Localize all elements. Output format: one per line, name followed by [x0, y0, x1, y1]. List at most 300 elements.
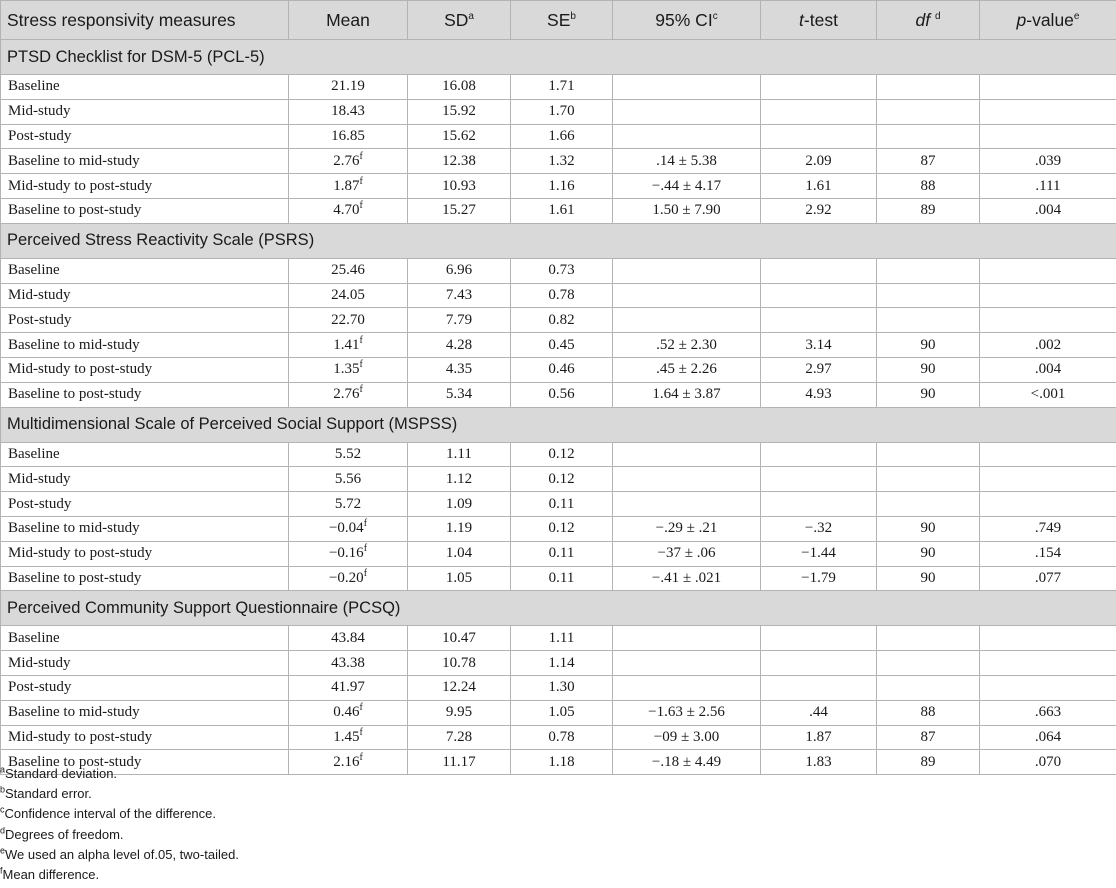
- footnote-marker: f: [363, 567, 368, 579]
- cell-mean: [289, 442, 408, 467]
- cell-ci: [613, 492, 761, 517]
- cell-mean: [289, 124, 408, 149]
- footnote: [0, 865, 1110, 885]
- cell-t: [761, 99, 877, 124]
- footnote-text: Standard deviation.: [5, 766, 118, 781]
- cell-p: [980, 149, 1116, 174]
- cell-sd: [408, 333, 511, 358]
- cell-value: 1.11: [548, 629, 575, 646]
- cell-value: 0.12: [548, 445, 575, 462]
- cell-value: −.18 ± 4.49: [651, 753, 722, 770]
- cell-sd: [408, 357, 511, 382]
- cell-value: 1.30: [548, 679, 575, 696]
- footnote: [0, 764, 1110, 784]
- cell-t: [761, 700, 877, 725]
- cell-se: [511, 174, 613, 199]
- cell-sd: [408, 75, 511, 100]
- cell-value: −0.20: [328, 569, 364, 586]
- table-row: [1, 174, 1116, 199]
- cell-ci: [613, 333, 761, 358]
- row-label: Baseline: [1, 75, 289, 100]
- cell-value: 1.04: [445, 545, 473, 562]
- cell-value: 0.11: [548, 545, 575, 562]
- cell-p: [980, 467, 1116, 492]
- cell-value: 1.16: [548, 177, 575, 194]
- cell-value: 0.46: [548, 361, 575, 378]
- cell-value: −1.44: [801, 545, 836, 562]
- cell-se: [511, 283, 613, 308]
- cell-value: .002: [1034, 336, 1062, 353]
- cell-se: [511, 725, 613, 750]
- cell-value: .111: [1035, 177, 1061, 194]
- section-title: Multidimensional Scale of Perceived Social Support (MSPSS): [1, 407, 1116, 442]
- table-row: [1, 700, 1116, 725]
- cell-sd: [408, 149, 511, 174]
- table-row: [1, 124, 1116, 149]
- cell-value: 90: [920, 361, 936, 378]
- cell-value: 90: [920, 520, 936, 537]
- cell-ci: [613, 258, 761, 283]
- cell-value: −.29 ± .21: [655, 520, 718, 537]
- cell-mean: [289, 258, 408, 283]
- footnote-mark: f: [0, 865, 3, 876]
- cell-se: [511, 467, 613, 492]
- cell-mean: [289, 651, 408, 676]
- cell-se: [511, 651, 613, 676]
- table-row: [1, 382, 1116, 407]
- cell-value: 4.70: [333, 202, 360, 219]
- cell-t: [761, 308, 877, 333]
- table-row: [1, 333, 1116, 358]
- footnote-mark: d: [0, 825, 6, 836]
- column-header-text: SD: [444, 9, 469, 30]
- section-title: Perceived Stress Reactivity Scale (PSRS): [1, 223, 1116, 258]
- cell-value: 2.09: [805, 152, 832, 169]
- cell-value: 16.08: [442, 78, 476, 95]
- cell-value: −.41 ± .021: [651, 569, 722, 586]
- cell-ci: [613, 357, 761, 382]
- cell-value: 5.72: [334, 495, 362, 512]
- cell-mean: [289, 382, 408, 407]
- cell-value: 0.45: [548, 336, 575, 353]
- cell-p: [980, 99, 1116, 124]
- cell-df: [877, 382, 980, 407]
- cell-ci: [613, 124, 761, 149]
- cell-value: 0.78: [548, 286, 575, 303]
- cell-p: [980, 174, 1116, 199]
- cell-df: [877, 333, 980, 358]
- column-header-mean: [289, 1, 408, 40]
- footnote-mark: b: [0, 784, 6, 795]
- cell-value: 1.71: [548, 78, 575, 95]
- row-label: Mid-study: [1, 99, 289, 124]
- cell-mean: [289, 725, 408, 750]
- table-row: [1, 442, 1116, 467]
- footnote-mark: a: [0, 764, 6, 775]
- cell-value: 1.32: [548, 152, 575, 169]
- cell-mean: [289, 675, 408, 700]
- cell-ci: [613, 541, 761, 566]
- cell-sd: [408, 382, 511, 407]
- column-header-sd: [408, 1, 511, 40]
- section-row: [1, 407, 1116, 442]
- cell-p: [980, 442, 1116, 467]
- cell-t: [761, 467, 877, 492]
- cell-sd: [408, 308, 511, 333]
- cell-ci: [613, 75, 761, 100]
- table-row: [1, 283, 1116, 308]
- cell-value: 1.50 ± 7.90: [652, 202, 721, 219]
- cell-t: [761, 174, 877, 199]
- cell-df: [877, 467, 980, 492]
- cell-p: [980, 198, 1116, 223]
- column-header-text: SE: [547, 9, 571, 30]
- cell-p: [980, 308, 1116, 333]
- table-row: [1, 675, 1116, 700]
- table-row: [1, 651, 1116, 676]
- cell-ci: [613, 442, 761, 467]
- cell-ci: [613, 283, 761, 308]
- cell-value: 12.38: [442, 152, 476, 169]
- cell-t: [761, 626, 877, 651]
- cell-mean: [289, 198, 408, 223]
- row-label: Post-study: [1, 675, 289, 700]
- cell-t: [761, 124, 877, 149]
- cell-value: 0.11: [548, 495, 575, 512]
- cell-sd: [408, 651, 511, 676]
- cell-p: [980, 124, 1116, 149]
- cell-df: [877, 651, 980, 676]
- cell-value: .070: [1034, 753, 1062, 770]
- table-row: [1, 308, 1116, 333]
- cell-se: [511, 541, 613, 566]
- cell-df: [877, 149, 980, 174]
- column-header-ci: [613, 1, 761, 40]
- cell-sd: [408, 283, 511, 308]
- cell-value: 12.24: [442, 679, 476, 696]
- cell-sd: [408, 258, 511, 283]
- column-header-se: [511, 1, 613, 40]
- cell-value: 10.47: [442, 629, 476, 646]
- row-label: Baseline to post-study: [1, 750, 289, 775]
- column-header-measures: [1, 1, 289, 40]
- cell-value: 2.92: [805, 202, 832, 219]
- cell-value: 1.05: [548, 704, 575, 721]
- row-label: Mid-study to post-study: [1, 174, 289, 199]
- cell-value: .154: [1034, 545, 1062, 562]
- cell-value: −0.16: [328, 545, 364, 562]
- footnote-marker: f: [363, 543, 368, 555]
- cell-sd: [408, 541, 511, 566]
- footnote-marker: a: [468, 10, 474, 22]
- cell-value: 10.93: [442, 177, 476, 194]
- row-label: Baseline to post-study: [1, 382, 289, 407]
- cell-value: 1.61: [805, 177, 832, 194]
- cell-value: 5.34: [445, 386, 473, 403]
- row-label: Baseline to mid-study: [1, 149, 289, 174]
- footnote-marker: f: [359, 702, 363, 714]
- footnote-marker: f: [359, 334, 363, 346]
- table-row: [1, 725, 1116, 750]
- cell-value: 87: [920, 728, 936, 745]
- cell-value: 4.93: [805, 386, 832, 403]
- footnote-marker: f: [359, 751, 363, 763]
- cell-t: [761, 492, 877, 517]
- cell-ci: [613, 651, 761, 676]
- cell-value: −1.63 ± 2.56: [648, 704, 725, 721]
- cell-ci: [613, 516, 761, 541]
- section-row: [1, 223, 1116, 258]
- cell-df: [877, 124, 980, 149]
- row-label: Mid-study to post-study: [1, 725, 289, 750]
- column-header-suffix: -test: [803, 9, 838, 30]
- cell-sd: [408, 174, 511, 199]
- column-header-text: p: [1016, 9, 1027, 30]
- cell-ci: [613, 675, 761, 700]
- cell-value: 11.17: [442, 753, 476, 770]
- cell-se: [511, 258, 613, 283]
- cell-value: 4.35: [445, 361, 473, 378]
- cell-value: 1.66: [548, 127, 575, 144]
- cell-se: [511, 442, 613, 467]
- cell-value: 16.85: [331, 127, 365, 144]
- table-row: [1, 99, 1116, 124]
- cell-value: −.32: [804, 520, 833, 537]
- footnote-marker: c: [712, 10, 718, 22]
- cell-se: [511, 566, 613, 591]
- cell-se: [511, 357, 613, 382]
- cell-value: 1.87: [333, 177, 360, 194]
- cell-value: .52 ± 2.30: [656, 336, 717, 353]
- table-row: [1, 258, 1116, 283]
- cell-value: 1.19: [445, 520, 473, 537]
- cell-value: 2.16: [333, 753, 360, 770]
- footnote: [0, 784, 1110, 804]
- footnote-text: Mean difference.: [2, 866, 100, 882]
- cell-value: 15.92: [442, 103, 476, 120]
- cell-mean: [289, 357, 408, 382]
- cell-value: 1.11: [446, 445, 472, 462]
- cell-value: 43.84: [331, 629, 365, 646]
- cell-value: 0.82: [548, 311, 575, 328]
- row-label: Mid-study: [1, 283, 289, 308]
- cell-t: [761, 541, 877, 566]
- cell-ci: [613, 174, 761, 199]
- cell-mean: [289, 626, 408, 651]
- footnote: [0, 804, 1110, 824]
- cell-mean: [289, 99, 408, 124]
- cell-value: 90: [920, 545, 936, 562]
- cell-value: .749: [1034, 520, 1062, 537]
- cell-value: .004: [1034, 202, 1062, 219]
- cell-ci: [613, 700, 761, 725]
- cell-df: [877, 75, 980, 100]
- cell-sd: [408, 442, 511, 467]
- cell-se: [511, 700, 613, 725]
- cell-value: 1.35: [333, 361, 360, 378]
- cell-value: .064: [1034, 728, 1062, 745]
- row-label: Baseline to post-study: [1, 198, 289, 223]
- cell-df: [877, 516, 980, 541]
- cell-se: [511, 308, 613, 333]
- cell-value: .039: [1034, 152, 1062, 169]
- cell-value: 90: [920, 569, 936, 586]
- section-title: PTSD Checklist for DSM-5 (PCL-5): [1, 40, 1116, 75]
- cell-value: 22.70: [331, 311, 365, 328]
- cell-value: 1.45: [333, 728, 360, 745]
- cell-mean: [289, 700, 408, 725]
- cell-df: [877, 700, 980, 725]
- cell-p: [980, 283, 1116, 308]
- cell-p: [980, 516, 1116, 541]
- cell-df: [877, 357, 980, 382]
- cell-value: −0.04: [328, 520, 364, 537]
- cell-t: [761, 516, 877, 541]
- cell-df: [877, 492, 980, 517]
- cell-sd: [408, 725, 511, 750]
- cell-value: 9.95: [445, 704, 473, 721]
- cell-p: [980, 725, 1116, 750]
- cell-value: .45 ± 2.26: [656, 361, 717, 378]
- cell-value: 2.97: [805, 361, 832, 378]
- cell-mean: [289, 75, 408, 100]
- cell-t: [761, 198, 877, 223]
- cell-value: 0.11: [548, 569, 575, 586]
- footnote-mark: e: [0, 845, 6, 856]
- row-label: Post-study: [1, 308, 289, 333]
- table-row: [1, 75, 1116, 100]
- cell-ci: [613, 149, 761, 174]
- column-header-text: 95% CI: [655, 9, 713, 30]
- cell-se: [511, 75, 613, 100]
- cell-se: [511, 382, 613, 407]
- row-label: Baseline to mid-study: [1, 333, 289, 358]
- cell-se: [511, 198, 613, 223]
- cell-t: [761, 651, 877, 676]
- cell-value: 87: [920, 152, 936, 169]
- cell-value: 10.78: [442, 654, 476, 671]
- cell-df: [877, 258, 980, 283]
- column-header-suffix: -value: [1026, 9, 1074, 30]
- cell-p: [980, 333, 1116, 358]
- cell-value: 1.14: [548, 654, 575, 671]
- cell-value: 0.12: [548, 520, 575, 537]
- row-label: Mid-study to post-study: [1, 357, 289, 382]
- cell-p: [980, 626, 1116, 651]
- cell-t: [761, 382, 877, 407]
- column-header-p-value: [980, 1, 1116, 40]
- cell-value: .44: [809, 704, 828, 721]
- cell-se: [511, 675, 613, 700]
- cell-value: 0.73: [548, 262, 575, 279]
- footnote-marker: f: [359, 726, 363, 738]
- cell-df: [877, 308, 980, 333]
- cell-t: [761, 75, 877, 100]
- footnotes: [0, 764, 1110, 885]
- cell-sd: [408, 124, 511, 149]
- header-row: [1, 1, 1116, 40]
- cell-p: [980, 566, 1116, 591]
- row-label: Baseline to post-study: [1, 566, 289, 591]
- cell-ci: [613, 99, 761, 124]
- cell-t: [761, 357, 877, 382]
- cell-value: −1.79: [801, 569, 836, 586]
- cell-value: 1.12: [445, 470, 473, 487]
- cell-df: [877, 198, 980, 223]
- cell-value: 25.46: [331, 262, 365, 279]
- row-label: Baseline: [1, 258, 289, 283]
- footnote-marker: f: [363, 518, 368, 530]
- cell-t: [761, 333, 877, 358]
- footnote-marker: f: [359, 359, 363, 371]
- cell-p: [980, 541, 1116, 566]
- table-row: [1, 492, 1116, 517]
- column-header-text: Stress responsivity measures: [7, 9, 236, 30]
- cell-value: 88: [920, 177, 936, 194]
- cell-value: 0.56: [548, 386, 575, 403]
- cell-value: 5.52: [334, 445, 362, 462]
- column-header-text: t: [799, 9, 804, 30]
- cell-value: 1.70: [548, 103, 575, 120]
- cell-value: 1.41: [333, 336, 360, 353]
- cell-ci: [613, 382, 761, 407]
- cell-df: [877, 541, 980, 566]
- cell-df: [877, 626, 980, 651]
- footnote-text: We used an alpha level of.05, two-tailed.: [5, 846, 239, 862]
- cell-df: [877, 99, 980, 124]
- cell-ci: [613, 725, 761, 750]
- cell-sd: [408, 675, 511, 700]
- cell-value: 1.18: [548, 753, 575, 770]
- table-body: [1, 40, 1116, 775]
- cell-mean: [289, 516, 408, 541]
- section-row: [1, 591, 1116, 626]
- cell-sd: [408, 516, 511, 541]
- cell-se: [511, 516, 613, 541]
- cell-mean: [289, 283, 408, 308]
- cell-sd: [408, 198, 511, 223]
- cell-p: [980, 357, 1116, 382]
- row-label: Baseline to mid-study: [1, 700, 289, 725]
- cell-df: [877, 675, 980, 700]
- cell-value: 15.62: [442, 127, 476, 144]
- cell-sd: [408, 626, 511, 651]
- cell-value: 89: [920, 753, 936, 770]
- cell-t: [761, 566, 877, 591]
- cell-value: .004: [1034, 361, 1062, 378]
- cell-sd: [408, 566, 511, 591]
- cell-df: [877, 725, 980, 750]
- cell-value: 90: [920, 386, 936, 403]
- footnote-marker: d: [934, 10, 941, 22]
- footnote-marker: b: [570, 10, 576, 22]
- cell-value: 1.87: [805, 728, 832, 745]
- row-label: Post-study: [1, 124, 289, 149]
- footnote-marker: f: [359, 384, 363, 396]
- cell-value: −09 ± 3.00: [653, 728, 720, 745]
- cell-ci: [613, 198, 761, 223]
- column-header-t-test: [761, 1, 877, 40]
- cell-p: [980, 75, 1116, 100]
- row-label: Mid-study: [1, 651, 289, 676]
- table-row: [1, 516, 1116, 541]
- cell-ci: [613, 626, 761, 651]
- cell-t: [761, 283, 877, 308]
- cell-p: [980, 675, 1116, 700]
- cell-df: [877, 174, 980, 199]
- cell-mean: [289, 308, 408, 333]
- cell-value: −.44 ± 4.17: [651, 177, 722, 194]
